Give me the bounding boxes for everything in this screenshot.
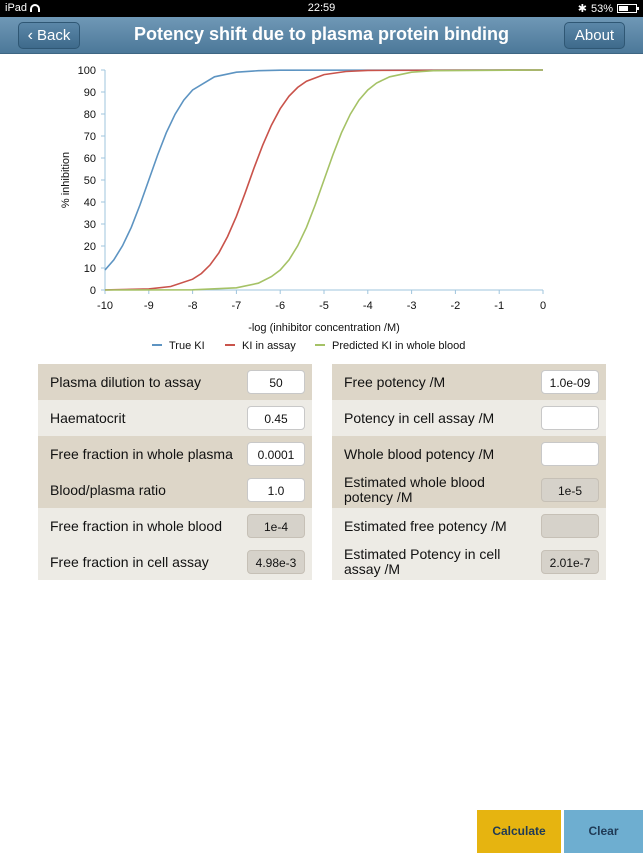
plasma-dilution-label: Plasma dilution to assay — [50, 373, 201, 390]
row-whole-blood-potency — [332, 436, 606, 472]
plasma-dilution-input[interactable]: 50 — [247, 370, 305, 394]
y-tick-label: 60 — [83, 153, 96, 165]
y-axis-title: % inhibition — [60, 151, 72, 209]
potency-cell-assay-label: Potency in cell assay /M — [344, 409, 495, 426]
row-blood-plasma-ratio — [38, 472, 312, 508]
status-time: 22:59 — [307, 2, 336, 14]
row-haematocrit — [38, 400, 312, 436]
legend-label-1: True KI — [169, 340, 205, 352]
row-potency-cell-assay — [332, 400, 606, 436]
x-tick-label: -8 — [187, 300, 198, 312]
row-free-fraction-plasma — [38, 436, 312, 472]
y-tick-label: 80 — [83, 109, 96, 121]
x-tick-label: -10 — [97, 300, 113, 312]
whole-blood-potency-input[interactable] — [541, 442, 599, 466]
battery-icon — [617, 4, 637, 13]
chevron-left-icon: ‹ — [27, 27, 33, 44]
legend-label-3: Predicted KI in whole blood — [332, 340, 466, 352]
x-tick-label: -5 — [319, 300, 329, 312]
x-tick-label: 0 — [539, 300, 547, 312]
x-tick-label: -1 — [494, 300, 505, 312]
y-tick-label: 70 — [83, 131, 96, 143]
x-tick-label: -7 — [231, 300, 242, 312]
y-tick-label: 90 — [83, 87, 96, 99]
x-tick-label: -4 — [362, 300, 373, 312]
row-free-potency — [332, 364, 606, 400]
x-tick-label: -6 — [275, 300, 286, 312]
x-tick-label: -2 — [450, 300, 461, 312]
row-est-potency-cell — [332, 544, 606, 580]
est-potency-cell-output: 2.01e-7 — [541, 550, 599, 574]
right-panel — [332, 364, 606, 580]
haematocrit-input[interactable]: 0.45 — [247, 406, 305, 430]
blood-plasma-ratio-label: Blood/plasma ratio — [50, 481, 166, 498]
est-free-potency-label: Estimated free potency /M — [344, 517, 507, 534]
device-name: iPad — [5, 2, 28, 14]
x-axis-title: -log (inhibitor concentration /M) — [248, 322, 400, 334]
row-est-free-potency — [332, 508, 606, 544]
potency-cell-assay-input[interactable] — [541, 406, 599, 430]
nav-bar — [0, 17, 643, 54]
est-whole-blood-potency-label: Estimated whole blood potency /M — [344, 474, 485, 505]
free-fraction-cell-output: 4.98e-3 — [247, 550, 305, 574]
status-right — [578, 2, 637, 15]
row-free-fraction-cell — [38, 544, 312, 580]
est-potency-cell-label: Estimated Potency in cell assay /M — [344, 546, 501, 577]
y-tick-label: 10 — [83, 263, 96, 275]
battery-percent: 53% — [590, 2, 613, 15]
legend-label-2: KI in assay — [242, 340, 296, 352]
blood-plasma-ratio-input[interactable]: 1.0 — [247, 478, 305, 502]
x-tick-label: -3 — [406, 300, 417, 312]
free-fraction-plasma-input[interactable]: 0.0001 — [247, 442, 305, 466]
y-tick-label: 20 — [83, 241, 96, 253]
status-bar — [0, 0, 643, 17]
y-tick-label: 50 — [83, 175, 96, 187]
free-fraction-blood-output: 1e-4 — [247, 514, 305, 538]
y-tick-label: 30 — [83, 219, 96, 231]
clear-button[interactable]: Clear — [564, 810, 643, 853]
est-free-potency-output — [541, 514, 599, 538]
est-whole-blood-potency-output: 1e-5 — [541, 478, 599, 502]
left-panel — [38, 364, 312, 580]
row-free-fraction-blood — [38, 508, 312, 544]
y-tick-label: 100 — [77, 65, 96, 77]
free-potency-input[interactable]: 1.0e-09 — [541, 370, 599, 394]
whole-blood-potency-label: Whole blood potency /M — [344, 445, 495, 462]
free-fraction-blood-label: Free fraction in whole blood — [50, 517, 222, 534]
row-est-whole-blood-potency — [332, 472, 606, 508]
calculate-button[interactable]: Calculate — [477, 810, 561, 853]
haematocrit-label: Haematocrit — [50, 409, 126, 426]
free-fraction-cell-label: Free fraction in cell assay — [50, 553, 209, 570]
free-fraction-plasma-label: Free fraction in whole plasma — [50, 445, 233, 462]
back-button-label: Back — [36, 27, 71, 44]
series-line-3 — [105, 70, 543, 290]
x-tick-label: -9 — [143, 300, 154, 312]
inhibition-chart — [0, 54, 643, 359]
y-tick-label: 40 — [83, 197, 96, 209]
free-potency-label: Free potency /M — [344, 373, 446, 390]
page-title: Potency shift due to plasma protein binding — [133, 24, 510, 44]
series-line-1 — [105, 70, 543, 270]
row-plasma-dilution — [38, 364, 312, 400]
y-tick-label: 0 — [89, 285, 96, 297]
about-button[interactable]: About — [564, 22, 625, 49]
bluetooth-icon: ✱ — [577, 3, 587, 15]
